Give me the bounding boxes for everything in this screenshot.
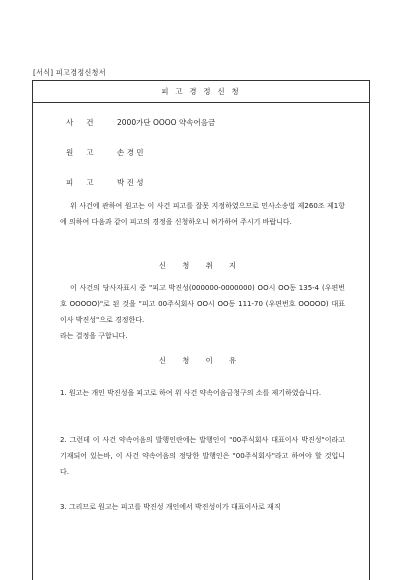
reason-item-2: 2. 그런데 이 사건 약속어음의 발행인란에는 발행인이 "00주식회사 대표이사 박진성"이라고 기재되어 있는바, 이 사건 약속어음의 정당한 발행인은 "00주식회사"라고 하여야 할 것입니다. (60, 436, 345, 476)
document-title: 피 고 경 정 신 청 (33, 81, 369, 103)
field-case (33, 117, 369, 129)
reasons-heading: 신 청 이 유 (158, 356, 244, 365)
reason-item-1: 1. 원고는 개인 박진성을 피고로 하여 위 사건 약속어음금청구의 소를 제기하였습니다. (60, 389, 322, 397)
field-defendant-value: 박 진 성 (117, 178, 144, 187)
field-plaintiff (33, 147, 369, 159)
purpose-paragraph: 이 사건의 당사자표시 중 "피고 박진성(000000-0000000) OO시 OO동 135-4 (우편번호 OOOOO)"로 된 것을 "피고 00주식회사 OO시 OO동 111-70 (우편번호 OOOOO) 대표이사 박진성"으로 경정한다. (60, 284, 345, 324)
field-defendant (33, 177, 369, 189)
field-defendant-label: 피고 (66, 178, 107, 187)
purpose-heading: 신 청 취 지 (158, 261, 244, 270)
reason-item-3: 3. 그리므로 원고는 피고를 박진성 개인에서 박진성이가 대표이사로 재직 (60, 503, 281, 511)
field-case-label: 사건 (66, 118, 107, 127)
field-plaintiff-value: 손 경 민 (117, 148, 144, 157)
document-frame (32, 80, 370, 580)
purpose-tail: 라는 결정을 구합니다. (60, 332, 128, 340)
form-label: [서식] 피고경정신청서 (33, 68, 106, 77)
field-plaintiff-label: 원고 (66, 148, 107, 157)
field-case-value: 2000가단 OOOO 약속어음금 (117, 118, 216, 127)
intro-paragraph: 위 사건에 관하여 원고는 이 사건 피고를 잘못 지정하였으므로 민사소송법 제260조 제1항에 의하여 다음과 같이 피고의 경정을 신청하오니 허가하여 주시기 바랍니다. (60, 202, 345, 226)
